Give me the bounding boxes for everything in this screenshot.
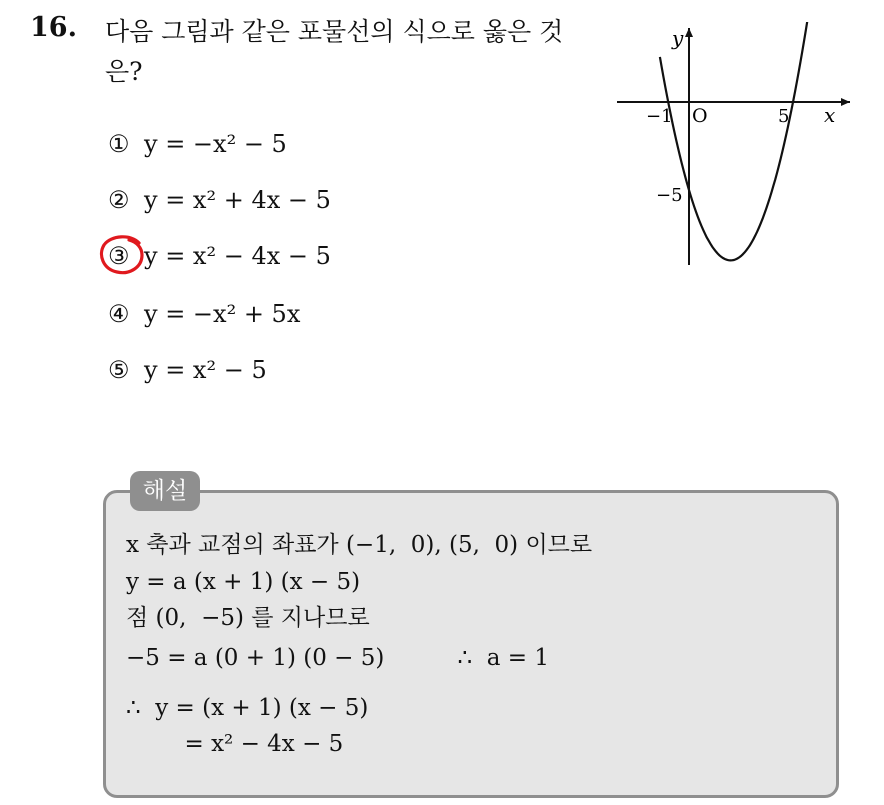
answer-mark-circle [99, 234, 147, 276]
solution-line-3: 점 (0, −5) 를 지나므로 [126, 605, 370, 631]
solution-line-4: −5 = a (0 + 1) (0 − 5) ∴ a = 1 [126, 645, 549, 671]
solution-line-2: y = a (x + 1) (x − 5) [126, 569, 361, 595]
choice-1[interactable] [108, 126, 287, 162]
parabola-graph [612, 22, 862, 272]
solution-line-5: ∴ y = (x + 1) (x − 5) [126, 695, 369, 721]
x-intercept-left-label: −1 [646, 106, 673, 127]
solution-line-1: x 축과 교점의 좌표가 (−1, 0), (5, 0) 이므로 [126, 532, 593, 558]
choice-4[interactable] [108, 296, 300, 332]
x-intercept-right-label: 5 [778, 106, 790, 127]
x-axis-label: x [824, 103, 836, 127]
parabola-curve [660, 22, 822, 260]
origin-label: O [692, 105, 708, 127]
solution-line-6: = x² − 4x − 5 [126, 731, 344, 757]
choice-1-symbol: ① [108, 130, 130, 158]
choice-2-formula: y = x² + 4x − 5 [144, 186, 331, 214]
choice-4-symbol: ④ [108, 300, 130, 328]
choice-2-symbol: ② [108, 186, 130, 214]
choice-5[interactable] [108, 352, 267, 388]
choice-5-symbol: ⑤ [108, 356, 130, 384]
question-number: 16. [30, 12, 77, 43]
choice-4-formula: y = −x² + 5x [144, 300, 301, 328]
choice-3-symbol: ③ [108, 242, 130, 270]
question-text: 다음 그림과 같은 포물선의 식으로 옳은 것은? [105, 17, 564, 86]
choice-3-formula: y = x² − 4x − 5 [144, 242, 331, 270]
y-intercept-label: −5 [656, 185, 683, 206]
choice-1-formula: y = −x² − 5 [144, 130, 287, 158]
choice-2[interactable] [108, 182, 331, 218]
solution-label: 해설 [130, 471, 200, 511]
y-axis-label: y [672, 26, 684, 50]
choice-5-formula: y = x² − 5 [144, 356, 267, 384]
